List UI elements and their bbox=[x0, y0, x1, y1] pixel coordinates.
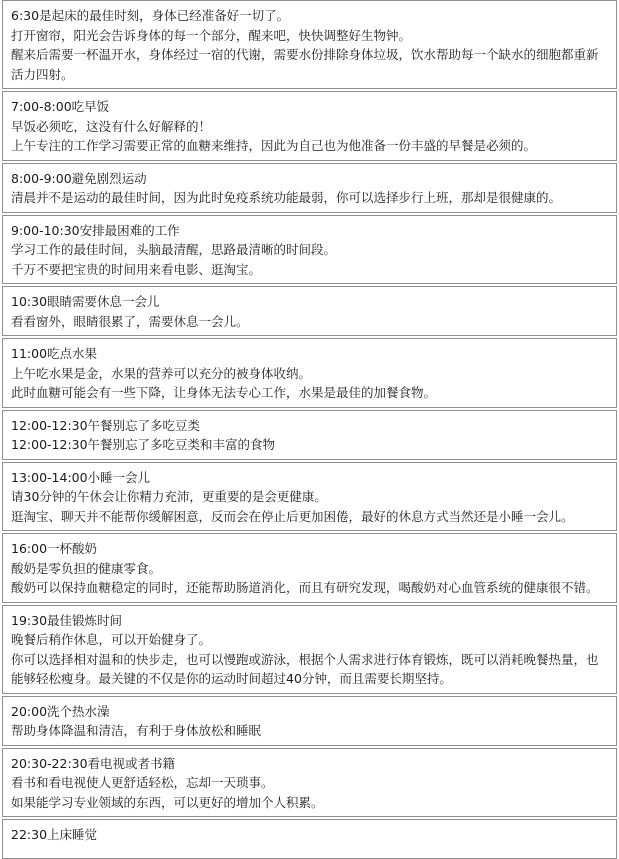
entry-title: 9:00-10:30安排最困难的工作 bbox=[11, 222, 180, 238]
entry-title: 20:30-22:30看电视或者书籍 bbox=[11, 755, 176, 771]
entry-text: 上午专注的工作学习需要正常的血糖来维持，因此为自己也为他准备一份丰盛的早餐是必须的。 bbox=[11, 138, 537, 153]
entry-text: 逛淘宝、聊天并不能帮你缓解困意，反而会在停止后更加困倦，最好的休息方式当然还是小睡一会儿。 bbox=[11, 508, 574, 524]
schedule-entry bbox=[2, 748, 617, 818]
entry-text: 清晨并不是运动的最佳时间，因为此时免疫系统功能最弱，你可以选择步行上班，那却是很健康的。 bbox=[11, 190, 562, 205]
entry-text: 酸奶是零负担的健康零食。 bbox=[11, 560, 162, 576]
entry-title: 22:30上床睡觉 bbox=[11, 827, 98, 842]
entry-title: 20:00洗个热水澡 bbox=[11, 703, 110, 719]
schedule-list bbox=[2, 0, 617, 859]
entry-title: 16:00一杯酸奶 bbox=[11, 541, 98, 556]
entry-text: 打开窗帘，阳光会告诉身体的每一个部分，醒来吧，快快调整好生物钟。 bbox=[11, 27, 412, 43]
schedule-entry bbox=[2, 605, 617, 694]
schedule-entry bbox=[2, 91, 617, 161]
entry-text: 上午吃水果是金，水果的营养可以充分的被身体收纳。 bbox=[11, 365, 312, 381]
entry-text: 早饭必须吃，这没有什么好解释的！ bbox=[11, 118, 212, 134]
entry-text: 醒来后需要一杯温开水，身体经过一宿的代谢，需要水份排除身体垃圾，饮水帮助每一个缺水的细胞都重新活力四射。 bbox=[11, 47, 599, 82]
schedule-entry bbox=[2, 0, 617, 89]
schedule-entry bbox=[2, 286, 617, 336]
schedule-entry bbox=[2, 410, 617, 460]
entry-title: 19:30最佳锻炼时间 bbox=[11, 612, 123, 628]
schedule-entry bbox=[2, 819, 617, 859]
entry-title: 12:00-12:30午餐别忘了多吃豆类 bbox=[11, 417, 201, 433]
schedule-entry bbox=[2, 696, 617, 746]
entry-text: 如果能学习专业领域的东西，可以更好的增加个人积累。 bbox=[11, 794, 324, 810]
entry-text: 你可以选择相对温和的快步走，也可以慢跑或游泳，根据个人需求进行体育锻炼，既可以消耗晚餐热量，也能够轻松瘦身。最关键的不仅是你的运动时间超过40分钟，而且需要长期坚持。 bbox=[11, 651, 599, 686]
entry-title: 13:00-14:00小睡一会儿 bbox=[11, 469, 151, 485]
entry-title: 11:00吃点水果 bbox=[11, 346, 98, 361]
schedule-entry bbox=[2, 338, 617, 408]
schedule-entry bbox=[2, 215, 617, 285]
schedule-entry bbox=[2, 163, 617, 213]
entry-text: 千万不要把宝贵的时间用来看电影、逛淘宝。 bbox=[11, 261, 262, 277]
entry-title: 7:00-8:00吃早饭 bbox=[11, 99, 110, 114]
entry-text: 此时血糖可能会有一些下降，让身体无法专心工作，水果是最佳的加餐食物。 bbox=[11, 385, 437, 400]
entry-text: 看看窗外，眼睛很累了，需要休息一会儿。 bbox=[11, 313, 249, 329]
entry-text: 请30分钟的午休会让你精力充沛，更重要的是会更健康。 bbox=[11, 489, 327, 504]
entry-text: 帮助身体降温和清洁，有利于身体放松和睡眠 bbox=[11, 723, 262, 738]
entry-title: 8:00-9:00避免剧烈运动 bbox=[11, 170, 147, 186]
entry-text: 看书和看电视使人更舒适轻松，忘却一天琐事。 bbox=[11, 775, 274, 790]
entry-title: 10:30眼睛需要休息一会儿 bbox=[11, 294, 160, 309]
entry-text: 学习工作的最佳时间，头脑最清醒，思路最清晰的时间段。 bbox=[11, 242, 337, 257]
entry-title: 6:30是起床的最佳时刻，身体已经准备好一切了。 bbox=[11, 8, 290, 23]
entry-text: 酸奶可以保持血糖稳定的同时，还能帮助肠道消化，而且有研究发现，喝酸奶对心血管系统的健康很不错。 bbox=[11, 580, 599, 595]
entry-text: 12:00-12:30午餐别忘了多吃豆类和丰富的食物 bbox=[11, 437, 276, 452]
schedule-entry bbox=[2, 462, 617, 532]
schedule-entry bbox=[2, 533, 617, 603]
entry-text: 晚餐后稍作休息，可以开始健身了。 bbox=[11, 632, 212, 647]
